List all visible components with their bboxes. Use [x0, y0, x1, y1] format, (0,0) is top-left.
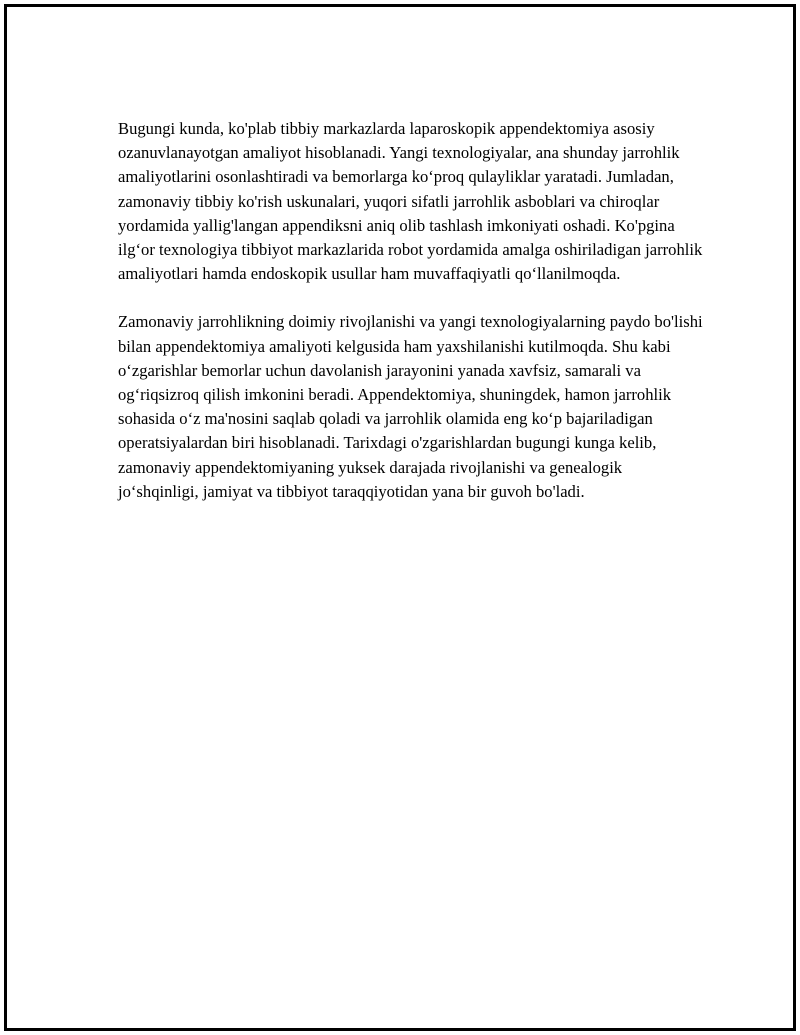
paragraph-2: Zamonaviy jarrohlikning doimiy rivojlanishi va yangi texnologiyalarning paydo bo'lishi bilan appendektomiya amaliyoti kelgusida ham yaxshilanishi kutilmoqda. Shu kabi o‘zgarishlar bemorlar uchun davolanish jarayonini yanada xavfsiz, samarali va og‘riqsizroq qilish imkonini beradi. Appendektomiya, shuningdek, hamon jarrohlik sohasida o‘z ma'nosini saqlab qoladi va jarrohlik olamida eng ko‘p bajariladigan operatsiyalardan biri hisoblanadi. Tarixdagi o'zgarishlardan bugungi kunga kelib, zamonaviy appendektomiyaning yuksek darajada rivojlanishi va genealogik jo‘shqinligi, jamiyat va tibbiyot taraqqiyotidan yana bir guvoh bo'ladi.: [118, 312, 703, 501]
paragraph-1: Bugungi kunda, ko'plab tibbiy markazlarda laparoskopik appendektomiya asosiy ozanuvlanayotgan amaliyot hisoblanadi. Yangi texnologiyalar, ana shunday jarrohlik amaliyotlarini osonlashtiradi va bemorlarga ko‘proq qulayliklar yaratadi. Jumladan, zamonaviy tibbiy ko'rish uskunalari, yuqori sifatli jarrohlik asboblari va chiroqlar yordamida yallig'langan appendiksni aniq olib tashlash imkoniyati oshadi. Ko'pgina ilg‘or texnologiya tibbiyot markazlarida robot yordamida amalga oshiriladigan jarrohlik amaliyotlari hamda endoskopik usullar ham muvaffaqiyatli qo‘llanilmoqda.: [118, 119, 703, 284]
document-body: [118, 117, 703, 504]
